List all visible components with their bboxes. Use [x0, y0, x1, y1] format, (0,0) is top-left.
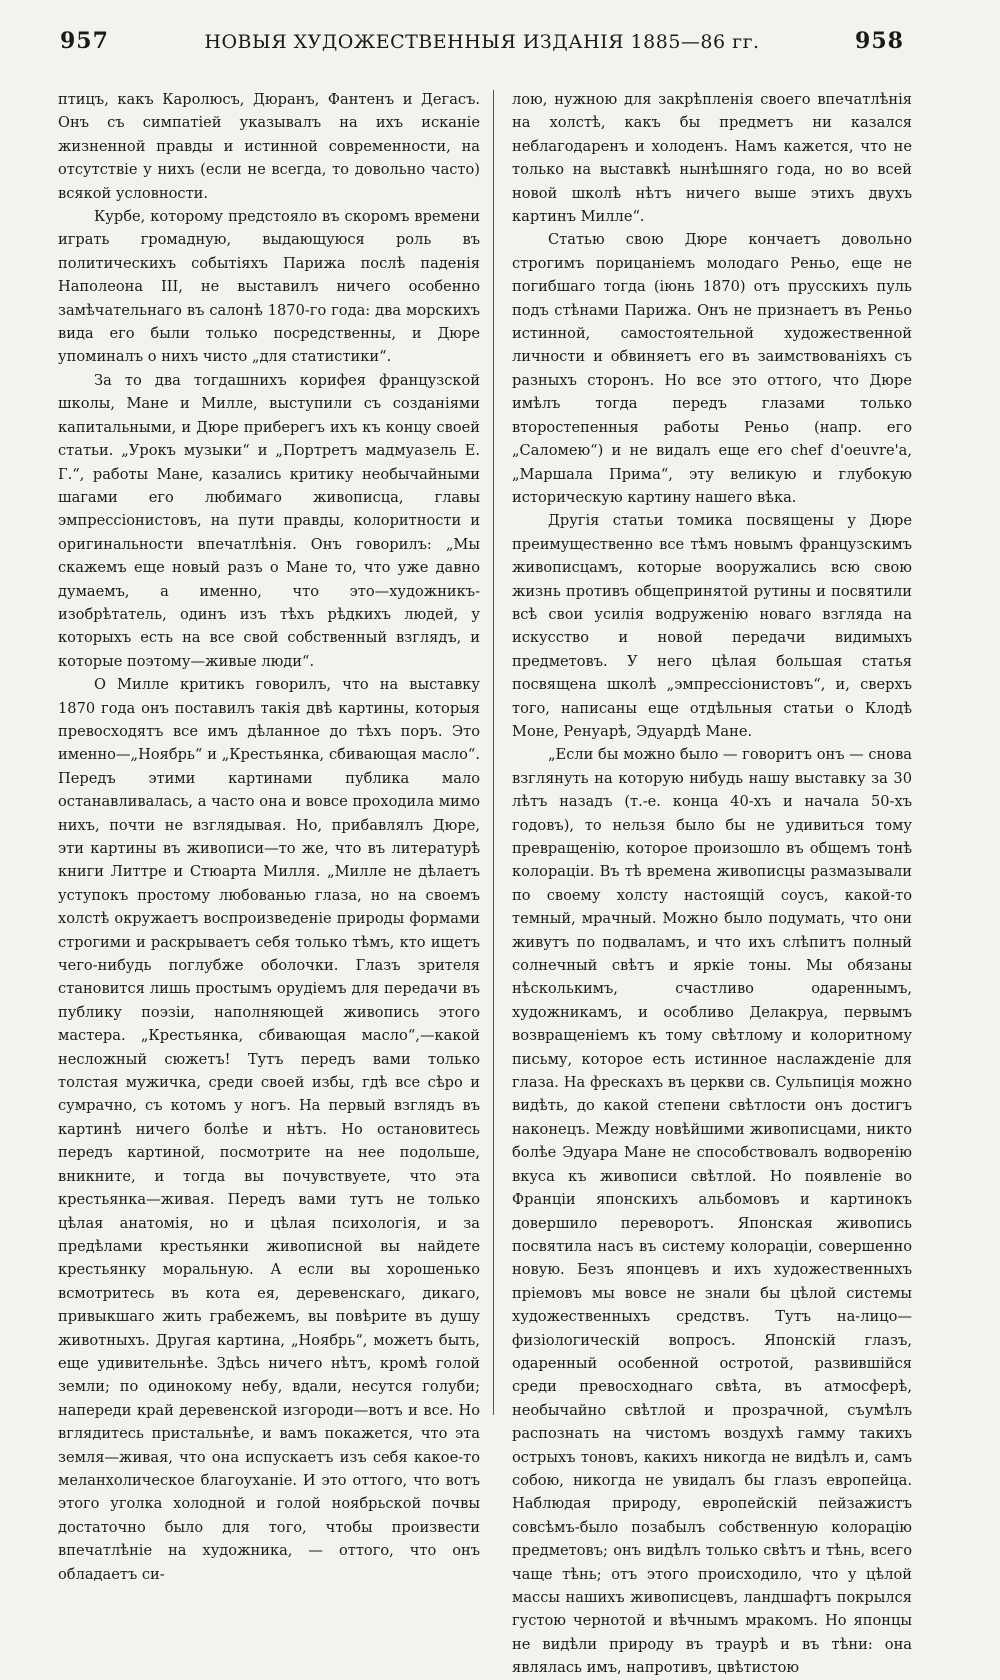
right-column — [512, 88, 912, 1677]
paragraph: птицъ, какъ Каролюсъ, Дюранъ, Фантенъ и Дегасъ. Онъ съ симпатіей указывалъ на ихъ исканіе жизненной правды и истинной современности, на отсутствіе у нихъ (если не всегда, то довольно часто) всякой условности. — [58, 91, 480, 202]
left-column — [58, 88, 480, 1583]
page-header — [60, 28, 904, 62]
page-number-right: 958 — [855, 28, 904, 54]
page-number-left: 957 — [60, 28, 109, 54]
paragraph: Статью свою Дюре кончаетъ довольно строгимъ порицаніемъ молодаго Реньо, еще не погибшаго тогда (іюнь 1870) отъ прусскихъ пуль подъ стѣнами Парижа. Онъ не признаетъ въ Реньо истинной, самостоятельной художественной личности и обвиняетъ его въ заимствованіяхъ съ разныхъ сторонъ. Но все это оттого, что Дюре имѣлъ тогда передъ глазами только второстепенныя работы Реньо (напр. его „Саломею“) и не видалъ еще его chef d'oeuvre'a, „Маршала Прима“, эту великую и глубокую историческую картину нашего вѣка. — [512, 231, 912, 506]
paragraph: лою, нужною для закрѣпленія своего впечатлѣнія на холстѣ, какъ бы предметъ ни казался неблагодаренъ и холоденъ. Намъ кажется, что не только на выставкѣ нынѣшняго года, но во всей новой школѣ нѣтъ ничего выше этихъ двухъ картинъ Милле“. — [512, 91, 912, 226]
paragraph: О Милле критикъ говорилъ, что на выставку 1870 года онъ поставилъ такія двѣ картины, которыя превосходятъ все имъ дѣланное до тѣхъ поръ. Это именно—„Ноябрь“ и „Крестьянка, сбивающая масло“. Передъ этими картинами публика мало останавливалась, а часто она и вовсе проходила мимо нихъ, почти не взглядывая. Но, прибавлялъ Дюре, эти картины въ живописи—то же, что въ литературѣ книги Литтре и Стюарта Милля. „Милле не дѣлаетъ уступокъ простому любованью глаза, но на своемъ холстѣ окружаетъ воспроизведеніе природы формами строгими и раскрываетъ себя только тѣмъ, кто ищетъ чего-нибудь поглубже оболочки. Глазъ зрителя становится лишь простымъ орудіемъ для передачи въ публику поэзіи, наполняющей живопись этого мастера. „Крестьянка, сбивающая масло“,—какой несложный сюжетъ! Тутъ передъ вами только толстая мужичка, среди своей избы, гдѣ все сѣро и сумрачно, съ котомъ у ногъ. На первый взглядъ въ картинѣ ничего болѣе и нѣтъ. Но остановитесь передъ картиной, посмотрите на нее подольше, вникните, и тогда вы почувствуете, что эта крестьянка—живая. Передъ вами тутъ не только цѣлая анатомія, но и цѣлая психологія, и за предѣлами крестьянки живописной вы найдете крестьянку моральную. А если вы хорошенько всмотритесь въ кота ея, деревенскаго, дикаго, привыкшаго жить грабежемъ, вы повѣрите въ душу животныхъ. Другая картина, „Ноябрь“, можетъ быть, еще удивительнѣе. Здѣсь ничего нѣтъ, кромѣ голой земли; по одинокому небу, вдали, несутся голуби; напереди край деревенской изгороди—вотъ и все. Но вглядитесь пристальнѣе, и вамъ покажется, что эта земля—живая, что она испускаетъ изъ себя какое-то меланхолическое благоуханіе. И это оттого, что вотъ этого уголка холодной и голой ноябрьской почвы достаточно было для того, чтобы произвести впечатлѣніе на художника, — оттого, что онъ обладаетъ си- — [58, 676, 480, 1583]
paragraph: „Если бы можно было — говоритъ онъ — снова взглянуть на которую нибудь нашу выставку за 30 лѣтъ назадъ (т.-е. конца 40-хъ и начала 50-хъ годовъ), то нельзя было бы не удивиться тому превращенію, которое произошло въ общемъ тонѣ колораціи. Въ тѣ времена живописцы размазывали по своему холсту настоящій соусъ, какой-то темный, мрачный. Можно было подумать, что они живутъ по подваламъ, и что ихъ слѣпитъ полный солнечный свѣтъ и яркіе тоны. Мы обязаны нѣсколькимъ, счастливо одареннымъ, художникамъ, и особливо Делакруа, первымъ возвращеніемъ къ тому свѣтлому и колоритному письму, которое есть истинное наслажденіе для глаза. На фрескахъ въ церкви св. Сульпиція можно видѣть, до какой степени свѣтлости онъ достигъ наконецъ. Между новѣйшими живописцами, никто болѣе Эдуара Мане не способствовалъ водворенію вкуса къ живописи свѣтлой. Но появленіе во Франціи японскихъ альбомовъ и картинокъ довершило переворотъ. Японская живопись посвятила насъ въ систему колораціи, совершенно новую. Безъ японцевъ и ихъ художественныхъ пріемовъ мы вовсе не знали бы цѣлой системы художественныхъ средствъ. Тутъ на-лицо—физіологическій вопросъ. Японскій глазъ, одаренный особенной остротой, развившійся среди превосходнаго свѣта, въ атмосферѣ, необычайно свѣтлой и прозрачной, съумѣлъ распознать на чистомъ воздухѣ гамму такихъ острыхъ тоновъ, какихъ никогда не видѣлъ и, самъ собою, никогда не увидалъ бы глазъ европейца. Наблюдая природу, европейскій пейзажистъ совсѣмъ-было позабылъ собственную колорацію предметовъ; онъ видѣлъ только свѣтъ и тѣнь, всего чаще тѣнь; отъ этого происходило, что у цѣлой массы нашихъ живописцевъ, ландшафтъ покрылся густою чернотой и вѣчнымъ мракомъ. Но японцы не видѣли природу въ траурѣ и въ тѣни: она являлась имъ, напротивъ, цвѣтистою — [512, 746, 912, 1677]
paragraph: Другія статьи томика посвящены у Дюре преимущественно все тѣмъ новымъ французскимъ живописцамъ, которые вооружались всю свою жизнь противъ общепринятой рутины и посвятили всѣ свои усилія водруженію новаго взгляда на искусство и новой передачи видимыхъ предметовъ. У него цѣлая большая статья посвящена школѣ „эмпрессіонистовъ“, и, сверхъ того, написаны еще отдѣльныя статьи о Клодѣ Моне, Ренуарѣ, Эдуардѣ Мане. — [512, 512, 912, 740]
column-divider — [493, 90, 494, 1415]
paragraph: За то два тогдашнихъ корифея французской школы, Мане и Милле, выступили съ созданіями капитальными, и Дюре приберегъ ихъ къ концу своей статьи. „Урокъ музыки“ и „Портретъ мадмуазель Е. Г.“, работы Мане, казались критику необычайными шагами его любимаго живописца, главы эмпрессіонистовъ, на пути правды, колоритности и оригинальности впечатлѣнія. Онъ говорилъ: „Мы скажемъ еще новый разъ о Мане то, что уже давно думаемъ, а именно, что это—художникъ-изобрѣтатель, одинъ изъ тѣхъ рѣдкихъ людей, у которыхъ есть на все свой собственный взглядъ, и которые поэтому—живые люди“. — [58, 371, 480, 670]
running-title: НОВЫЯ ХУДОЖЕСТВЕННЫЯ ИЗДАНІЯ 1885—86 гг. — [204, 31, 760, 53]
paragraph: Курбе, которому предстояло въ скоромъ времени играть громадную, выдающуюся роль въ политическихъ событіяхъ Парижа послѣ паденія Наполеона III, не выставилъ ничего особенно замѣчательнаго въ салонѣ 1870-го года: два морскихъ вида его были только посредственны, и Дюре упоминалъ о нихъ чисто „для статистики“. — [58, 208, 480, 366]
